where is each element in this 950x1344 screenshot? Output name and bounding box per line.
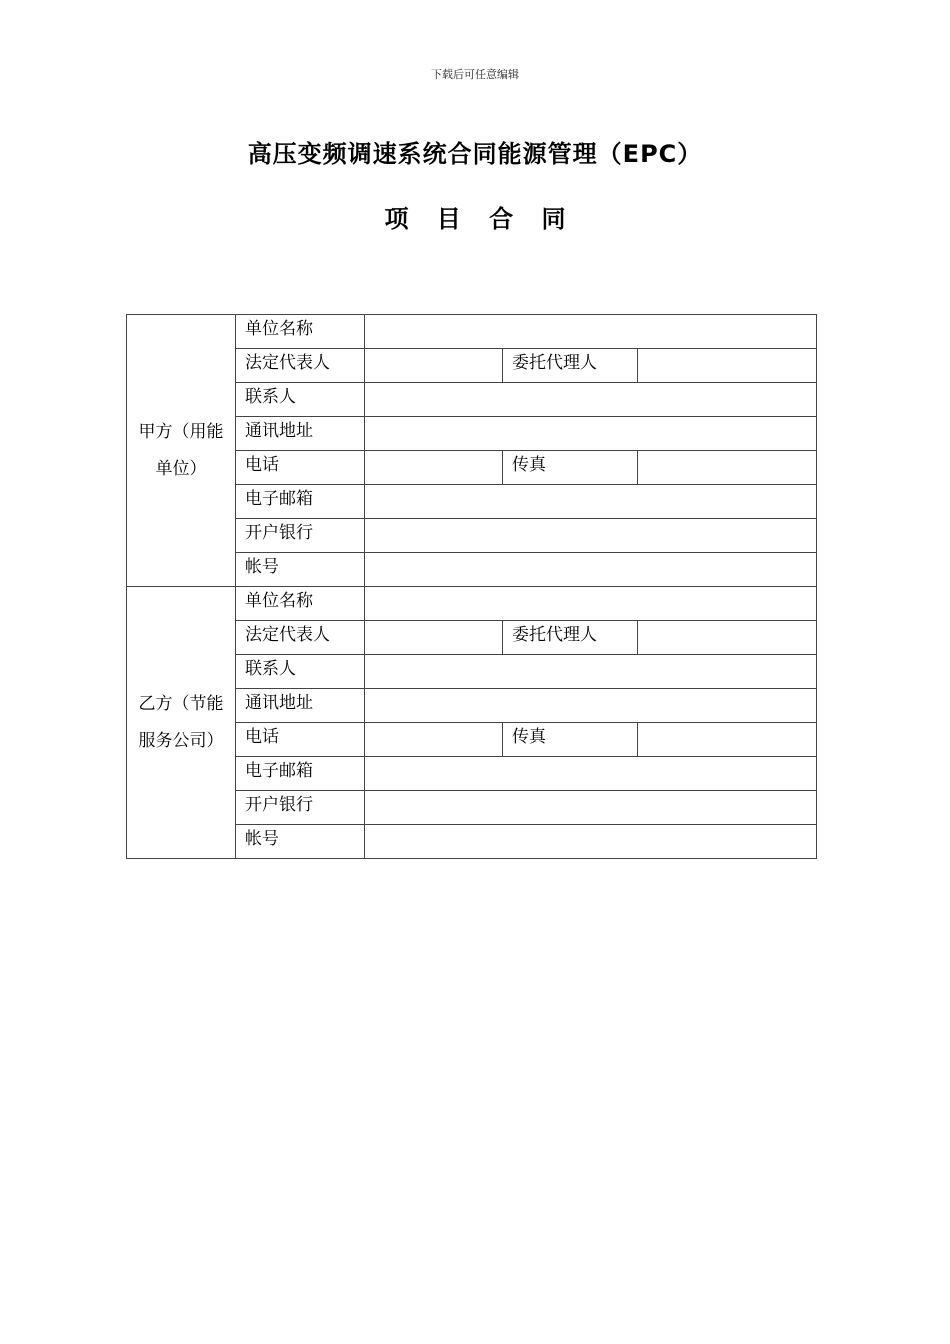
party-b-email-field[interactable] [365,757,817,791]
party-b-address-label: 通讯地址 [236,689,365,723]
party-b-contact-field[interactable] [365,655,817,689]
party-b-bank-field[interactable] [365,791,817,825]
party-b-agent-label: 委托代理人 [503,621,638,655]
party-a-contact-field[interactable] [365,383,817,417]
party-a-phone-field[interactable] [365,451,503,485]
party-a-account-label: 帐号 [236,553,365,587]
party-b-fax-label: 传真 [503,723,638,757]
party-b-fax-field[interactable] [638,723,817,757]
party-b-email-label: 电子邮箱 [236,757,365,791]
party-a-label: 甲方（用能单位） [127,315,236,587]
document-subtitle: 项 目 合 同 [384,205,576,233]
party-a-address-label: 通讯地址 [236,417,365,451]
table-row [127,587,817,621]
party-b-contact-label: 联系人 [236,655,365,689]
party-b-legal-rep-field[interactable] [365,621,503,655]
party-a-unit-name-field[interactable] [365,315,817,349]
party-b-unit-name-field[interactable] [365,587,817,621]
party-b-phone-field[interactable] [365,723,503,757]
party-b-phone-label: 电话 [236,723,365,757]
party-b-account-label: 帐号 [236,825,365,859]
party-a-unit-name-label: 单位名称 [236,315,365,349]
party-a-account-field[interactable] [365,553,817,587]
party-b-label: 乙方（节能服务公司） [127,587,236,859]
party-a-legal-rep-label: 法定代表人 [236,349,365,383]
party-b-account-field[interactable] [365,825,817,859]
header-note: 下载后可任意编辑 [431,68,519,81]
party-a-legal-rep-field[interactable] [365,349,503,383]
document-title: 高压变频调速系统合同能源管理（EPC） [247,140,703,168]
party-a-agent-label: 委托代理人 [503,349,638,383]
party-info-table [126,314,817,859]
party-b-unit-name-label: 单位名称 [236,587,365,621]
table-row [127,315,817,349]
party-a-contact-label: 联系人 [236,383,365,417]
party-b-agent-field[interactable] [638,621,817,655]
party-a-bank-field[interactable] [365,519,817,553]
party-a-email-field[interactable] [365,485,817,519]
party-a-address-field[interactable] [365,417,817,451]
party-a-email-label: 电子邮箱 [236,485,365,519]
party-a-fax-field[interactable] [638,451,817,485]
party-a-phone-label: 电话 [236,451,365,485]
party-b-legal-rep-label: 法定代表人 [236,621,365,655]
party-b-bank-label: 开户银行 [236,791,365,825]
party-b-address-field[interactable] [365,689,817,723]
party-a-agent-field[interactable] [638,349,817,383]
party-a-bank-label: 开户银行 [236,519,365,553]
party-a-fax-label: 传真 [503,451,638,485]
